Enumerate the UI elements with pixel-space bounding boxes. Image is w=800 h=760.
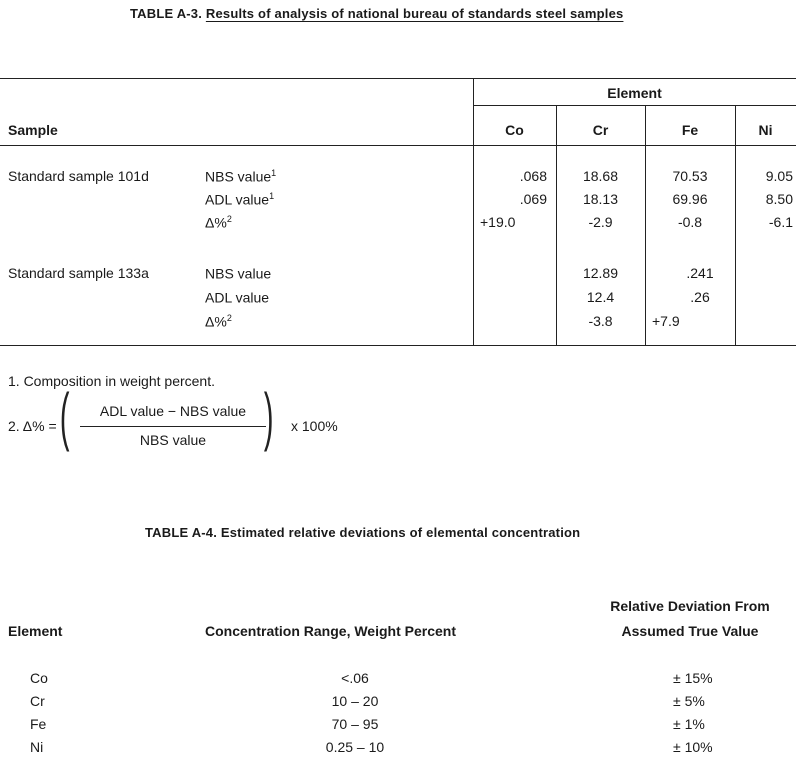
table-a3-top-rule [0,78,796,79]
table-a4-deviation: ± 1% [673,716,705,732]
row-label: Δ%$^2$ [205,313,232,330]
cell-cr: 12.89 [582,265,619,281]
table-a4-deviation: ± 15% [673,670,713,686]
table-a4-caption [145,525,580,540]
table-a4-range: 10 – 20 [331,693,379,709]
cell-ni: -6.1 [768,214,793,230]
table-a3-header-rule [0,145,796,146]
left-paren: ( [59,380,70,452]
table-a4-range: 0.25 – 10 [325,739,385,755]
table-a4-col-range: Concentration Range, Weight Percent [205,623,456,639]
table-a3-vline-1 [473,78,474,345]
table-a4-element: Ni [30,739,44,755]
cell-co: .068 [519,168,547,184]
right-paren: ) [263,380,274,452]
table-a3-col-fe: Fe [681,122,699,138]
table-a3-col-co: Co [505,122,524,138]
table-a4-element: Fe [30,716,47,732]
table-a4-range: 70 – 95 [331,716,379,732]
cell-cr: 18.68 [582,168,619,184]
table-a4-col-dev-line1: Relative Deviation From [610,598,770,614]
row-label: NBS value [205,265,272,282]
footnote-2-denominator: NBS value [139,432,207,448]
table-a4-deviation: ± 10% [673,739,713,755]
table-a3-col-cr: Cr [592,122,609,138]
table-a3-caption [130,6,623,21]
cell-ni: 9.05 [765,168,793,184]
table-a3-bottom-rule [0,345,796,346]
table-a3-col-ni: Ni [758,122,773,138]
cell-fe: -0.8 [677,214,703,230]
table-a3-sample-header: Sample [8,122,58,138]
table-a4-col-dev-line2: Assumed True Value [621,623,759,639]
table-a4-element: Cr [30,693,45,709]
cell-fe: +7.9 [652,313,680,329]
cell-cr: 12.4 [586,289,615,305]
footnote-1: 1. Composition in weight percent. [8,373,215,389]
cell-cr: -2.9 [588,214,613,230]
cell-ni: 8.50 [765,191,793,207]
fraction-bar [80,426,266,427]
row-label: ADL value [205,289,270,306]
cell-co: .069 [519,191,547,207]
table-a3-caption-text: Results of analysis of national bureau of standards steel samples [205,6,624,21]
cell-fe: 70.53 [672,168,708,184]
table-a3-caption-label: TABLE A-3. [130,6,203,21]
table-a4-col-element: Element [8,623,63,639]
cell-fe: .26 [690,289,710,305]
table-a4-deviation: ± 5% [673,693,705,709]
table-a3-group-header: Element [607,85,662,101]
row-label: Δ%$^2$ [205,214,232,231]
table-a4-caption-text: Estimated relative deviations of elemental concentration [220,525,581,540]
sample-name: Standard sample 101d [8,168,149,184]
cell-fe: .241 [686,265,714,281]
row-label: ADL value$^1$ [205,191,275,208]
footnote-2-suffix: x 100% [291,418,338,434]
sample-name: Standard sample 133a [8,265,149,281]
footnote-2-prefix: 2. Δ% = [8,418,57,434]
table-a4-element: Co [30,670,48,686]
footnote-2-numerator: ADL value − NBS value [99,403,247,419]
cell-cr: -3.8 [588,313,613,329]
cell-co: +19.0 [480,214,516,230]
table-a4-range: <.06 [341,670,369,686]
table-a3-group-rule [473,105,796,106]
cell-cr: 18.13 [582,191,619,207]
cell-fe: 69.96 [672,191,708,207]
table-a4-caption-label: TABLE A-4. [145,525,218,540]
row-label: NBS value$^1$ [205,168,277,185]
